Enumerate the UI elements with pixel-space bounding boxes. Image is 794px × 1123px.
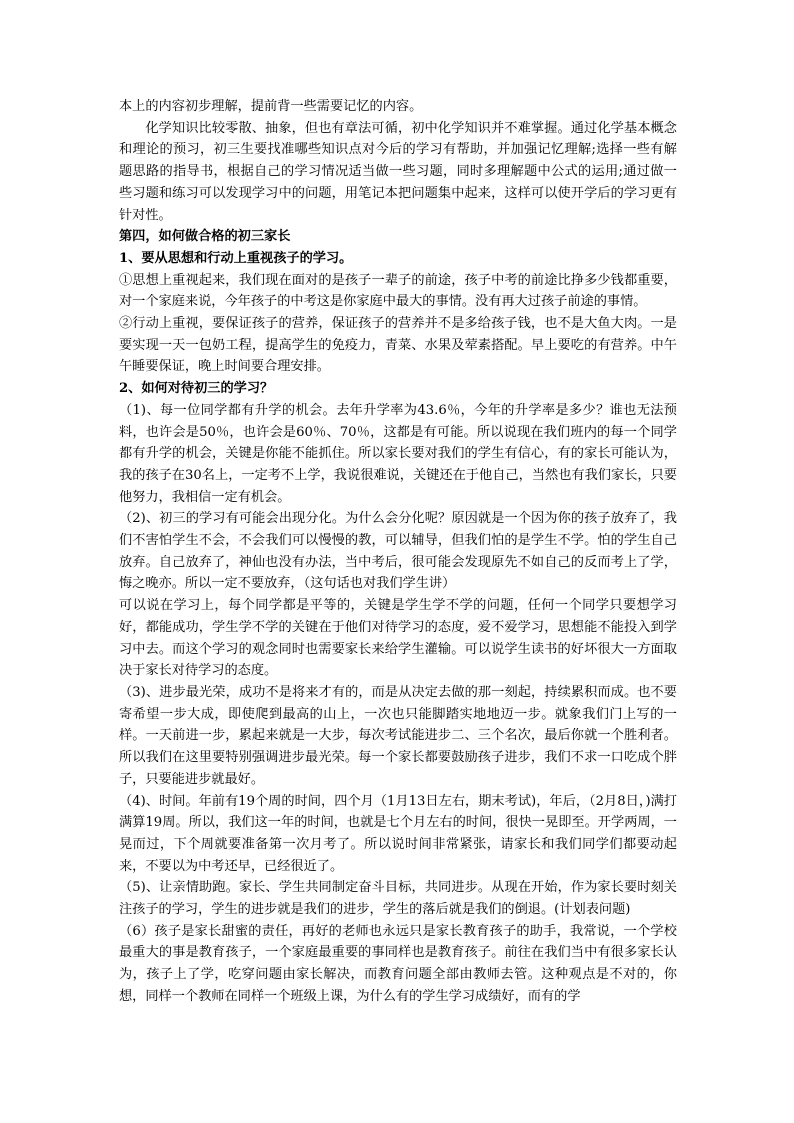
paragraph-chemistry-preview: 化学知识比较零散、抽象，但也有章法可循，初中化学知识并不难掌握。通过化学基本概念和理论的预习，初三生要找准哪些知识点对今后的学习有帮助，并加强记忆理解;选择一些有解题思路的指导书，根据自己的学习情况适当做一些习题，同时多理解题中公式的运用;通过做一些习题和练习可以发现学习中的问题，用笔记本把问题集中起来，这样可以使开学后的学习更有针对性。: [119, 120, 677, 223]
paragraph-point-6-responsibility: （6）孩子是家长甜蜜的责任，再好的老师也永远只是家长教育孩子的助手，我常说，一个学校最重大的事是教育孩子，一个家庭最重要的事同样也是教育孩子。前往在我们当中有很多家长认为，孩子上了学，吃穿问题由家长解决，而教育问题全部由教师去管。这种观点是不对的，你想，同样一个教师在同样一个班级上课，为什么有的学生学习成绩好，而有的学: [119, 923, 677, 1004]
section-heading-parents: 第四，如何做合格的初三家长: [119, 229, 291, 245]
paragraph-action-nutrition: ②行动上重视，要保证孩子的营养，保证孩子的营养并不是多给孩子钱，也不是大鱼大肉。一是要实现一天一包奶工程，提高学生的免疫力，青菜、水果及荤素搭配。早上要吃的有营养。中午午睡要保证，晚上时间要合理安排。: [119, 316, 677, 375]
paragraph-equality-in-learning: 可以说在学习上，每个同学都是平等的，关键是学生学不学的问题，任何一个同学只要想学习好，都能成功，学生学不学的关键在于他们对待学习的态度，爱不爱学习，思想能不能投入到学习中去。而这个学习的观念同时也需要家长来给学生灌输。可以说学生读书的好坏很大一方面取决于家长对待学习的态度。: [119, 598, 677, 679]
paragraph-mindset: ①思想上重视起来，我们现在面对的是孩子一辈子的前途，孩子中考的前途比挣多少钱都重要，对一个家庭来说，今年孩子的中考这是你家庭中最大的事情。没有再大过孩子前途的事情。: [119, 272, 677, 310]
subheading-how-to-treat-study: 2、如何对待初三的学习？: [119, 381, 274, 397]
subheading-value-learning: 1、要从思想和行动上重视孩子的学习。: [119, 250, 353, 266]
paragraph-point-2-differentiation: （2)、初三的学习有可能会出现分化。为什么会分化呢？原因就是一个因为你的孩子放弃了，我们不害怕学生不会，不会我们可以慢慢的教，可以辅导，但我们怕的是学生不学。怕的学生自己放弃。自己放弃了，神仙也没有办法，当中考后，很可能会发现原先不如自己的反而考上了学，悔之晚亦。所以一定不要放弃，（这句话也对我们学生讲）: [119, 511, 677, 592]
paragraph-point-3-progress: （3)、进步最光荣，成功不是将来才有的，而是从决定去做的那一刻起，持续累积而成。也不要寄希望一步大成，即使爬到最高的山上，一次也只能脚踏实地地迈一步。就象我们门上写的一样。一天前进一步，累起来就是一大步，每次考试能进步二、三个名次，最后你就一个胜利者。所以我们在这里要特别强调进步最光荣。每一个家长都要鼓励孩子进步，我们不求一口吃成个胖子，只要能进步就最好。: [119, 684, 677, 787]
paragraph-point-4-time: （4)、时间。年前有19个周的时间，四个月（1月13日左右，期末考试)，年后，（2月8日，)满打满算19周。所以，我们这一年的时间，也就是七个月左右的时间，很快一晃即至。开学两周，一晃而过，下个周就要准备第一次月考了。所以说时间非常紧张，请家长和我们同学们都要动起来，不要以为中考还早，已经很近了。: [119, 793, 677, 874]
paragraph-point-5-family-support: （5)、让亲情助跑。家长、学生共同制定奋斗目标，共同进步。从现在开始，作为家长要时刻关注孩子的学习，学生的进步就是我们的进步，学生的落后就是我们的倒退。(计划表问题): [119, 880, 677, 918]
paragraph-memorize-content: 本上的内容初步理解，提前背一些需要记忆的内容。: [119, 99, 423, 114]
paragraph-point-1-chance: （1)、每一位同学都有升学的机会。去年升学率为43.6％，今年的升学率是多少？谁也无法预料，也许会是50％，也许会是60％、70％，这都是有可能。所以说现在我们班内的每一个同学都有升学的机会，关键是你能不能抓住。所以家长要对我们的学生有信心，有的家长可能认为，我的孩子在30名上，一定考不上学，我说很难说，关键还在于他自己，当然也有我们家长，只要他努力，我相信一定有机会。: [119, 402, 677, 505]
document-page: [119, 96, 677, 1008]
